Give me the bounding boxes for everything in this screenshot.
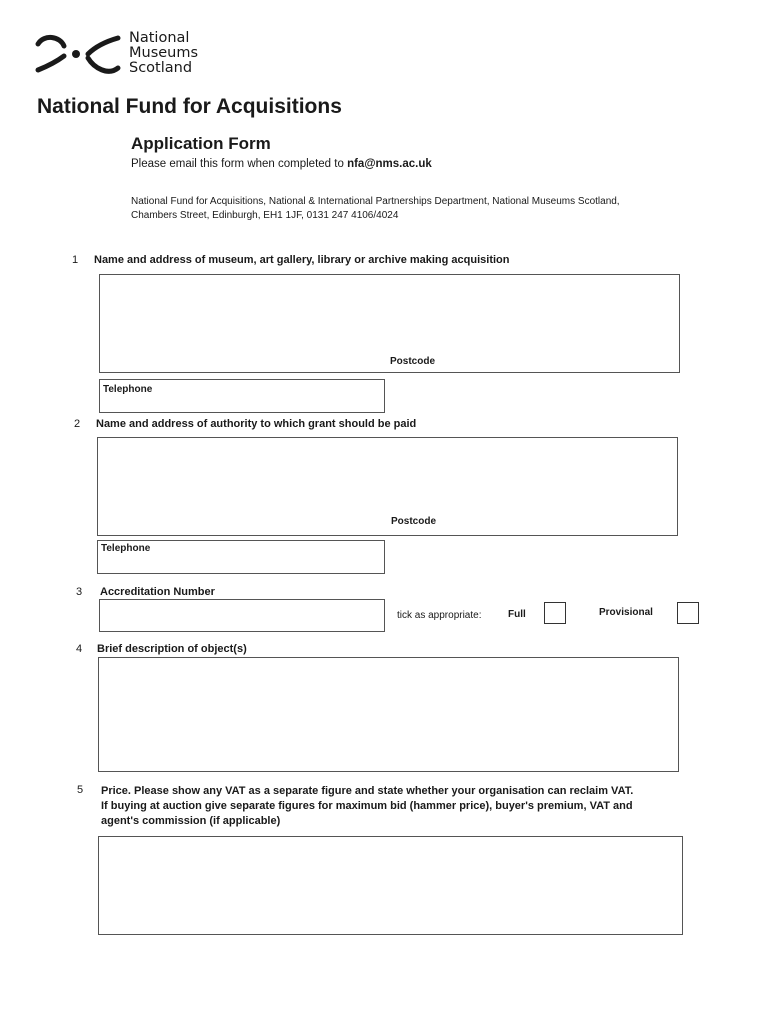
page-title: National Fund for Acquisitions bbox=[37, 95, 342, 118]
tick-instruction: tick as appropriate: bbox=[397, 610, 482, 621]
authority-name-address-field[interactable] bbox=[97, 437, 678, 536]
q5-label-line-3: agent's commission (if applicable) bbox=[101, 815, 281, 827]
logo-wordmark bbox=[129, 31, 198, 76]
q2-telephone-label: Telephone bbox=[101, 543, 151, 554]
contact-email[interactable]: nfa@nms.ac.uk bbox=[347, 158, 432, 170]
address-line-1: National Fund for Acquisitions, National & International Partnerships Department, National Museums Scotland, bbox=[131, 196, 620, 207]
q1-postcode-label: Postcode bbox=[390, 356, 436, 367]
national-museums-scotland-logo-icon bbox=[34, 32, 122, 78]
q1-telephone-label: Telephone bbox=[103, 384, 153, 395]
object-description-field[interactable] bbox=[98, 657, 679, 772]
q3-number: 3 bbox=[76, 586, 83, 598]
provisional-label: Provisional bbox=[599, 607, 653, 618]
q5-label-line-2: If buying at auction give separate figures for maximum bid (hammer price), buyer's premium, VAT and bbox=[101, 800, 633, 812]
q5-number: 5 bbox=[77, 784, 84, 796]
q2-label: Name and address of authority to which grant should be paid bbox=[96, 418, 417, 430]
postal-address bbox=[131, 195, 731, 223]
q4-number: 4 bbox=[76, 643, 83, 655]
q5-label-line-1: Price. Please show any VAT as a separate figure and state whether your organisation can reclaim VAT. bbox=[101, 785, 634, 797]
q4-label: Brief description of object(s) bbox=[97, 643, 247, 655]
logo-line-3: Scotland bbox=[129, 60, 193, 76]
full-label: Full bbox=[508, 609, 526, 620]
submission-instruction bbox=[131, 158, 432, 170]
q1-label: Name and address of museum, art gallery, library or archive making acquisition bbox=[94, 254, 510, 266]
museum-telephone-field[interactable] bbox=[99, 379, 385, 413]
accreditation-number-field[interactable] bbox=[99, 599, 385, 632]
q3-label: Accreditation Number bbox=[100, 586, 215, 598]
q2-number: 2 bbox=[74, 418, 81, 430]
price-details-field[interactable] bbox=[98, 836, 683, 935]
authority-telephone-field[interactable] bbox=[97, 540, 385, 574]
q1-number: 1 bbox=[72, 254, 79, 266]
form-title: Application Form bbox=[131, 134, 271, 153]
address-line-2: Chambers Street, Edinburgh, EH1 1JF, 0131 247 4106/4024 bbox=[131, 210, 399, 221]
q2-postcode-label: Postcode bbox=[391, 516, 437, 527]
provisional-accreditation-checkbox[interactable] bbox=[677, 602, 699, 624]
q5-label bbox=[101, 784, 751, 829]
logo-line-2: Museums bbox=[129, 45, 199, 61]
instruction-text: Please email this form when completed to bbox=[131, 158, 344, 170]
museum-name-address-field[interactable] bbox=[99, 274, 680, 373]
full-accreditation-checkbox[interactable] bbox=[544, 602, 566, 624]
logo-line-1: National bbox=[129, 30, 190, 46]
